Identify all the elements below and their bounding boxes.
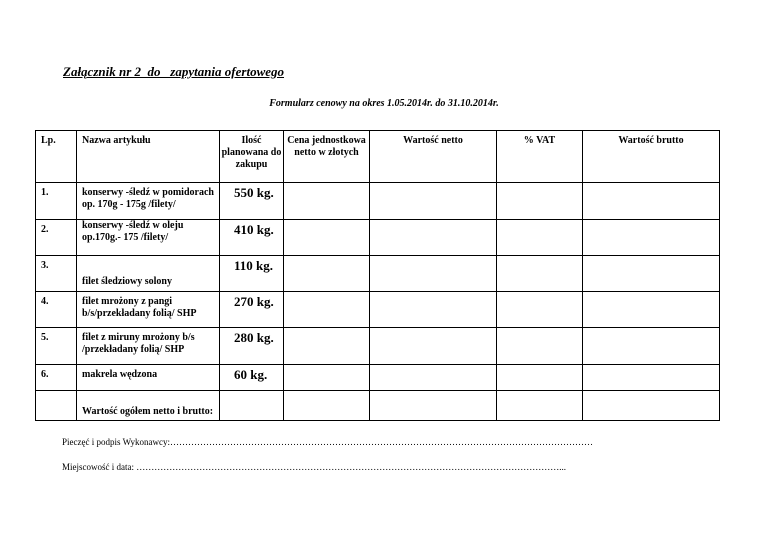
row-qty: 410 kg. <box>220 220 284 256</box>
row-unit-price-cell[interactable] <box>284 183 370 220</box>
row-net-value-cell[interactable] <box>370 365 497 391</box>
row-gross-value-cell[interactable] <box>583 256 720 292</box>
row-unit-price-cell[interactable] <box>284 328 370 365</box>
row-lp: 4. <box>36 292 77 328</box>
row-vat-cell[interactable] <box>497 292 583 328</box>
row-vat-cell[interactable] <box>497 328 583 365</box>
row-name: filet śledziowy solony <box>77 256 220 292</box>
header-gross-value: Wartość brutto <box>583 131 720 183</box>
row-net-value-cell[interactable] <box>370 328 497 365</box>
row-name: makrela wędzona <box>77 365 220 391</box>
header-qty: Ilość planowana do zakupu <box>220 131 284 183</box>
row-name: konserwy -śledź w oleju op.170g.- 175 /filety/ <box>77 220 220 256</box>
location-date-line: Miejscowość i data: ……………………………………………………………………………………………………………………………... <box>62 462 566 472</box>
row-vat-cell[interactable] <box>497 365 583 391</box>
row-unit-price-cell[interactable] <box>284 292 370 328</box>
total-vat-cell[interactable] <box>497 391 583 421</box>
row-unit-price-cell[interactable] <box>284 220 370 256</box>
row-lp: 6. <box>36 365 77 391</box>
document-title: Załącznik nr 2 do zapytania ofertowego <box>63 64 285 79</box>
total-row <box>36 391 720 421</box>
row-qty: 60 kg. <box>220 365 284 391</box>
header-unit-price: Cena jednostkowa netto w złotych <box>284 131 370 183</box>
row-name: konserwy -śledź w pomidorach op. 170g - 175g /filety/ <box>77 183 220 220</box>
header-vat: % VAT <box>497 131 583 183</box>
signature-line: Pieczęć i podpis Wykonawcy:…………………………………………………………………………………………………………………………… <box>62 437 594 447</box>
total-net-value-cell[interactable] <box>370 391 497 421</box>
price-form-table <box>35 130 720 421</box>
table-row <box>36 365 720 391</box>
table-row <box>36 256 720 292</box>
row-net-value-cell[interactable] <box>370 183 497 220</box>
total-label: Wartość ogółem netto i brutto: <box>77 391 220 421</box>
table-row <box>36 328 720 365</box>
header-lp: Lp. <box>36 131 77 183</box>
total-unit-price-cell <box>284 391 370 421</box>
total-gross-value-cell[interactable] <box>583 391 720 421</box>
row-net-value-cell[interactable] <box>370 220 497 256</box>
row-gross-value-cell[interactable] <box>583 220 720 256</box>
row-vat-cell[interactable] <box>497 183 583 220</box>
table-header-row <box>36 131 720 183</box>
row-name: filet mrożony z pangi b/s/przekładany folią/ SHP <box>77 292 220 328</box>
row-gross-value-cell[interactable] <box>583 183 720 220</box>
total-lp-cell <box>36 391 77 421</box>
row-unit-price-cell[interactable] <box>284 365 370 391</box>
row-lp: 5. <box>36 328 77 365</box>
header-net-value: Wartość netto <box>370 131 497 183</box>
row-gross-value-cell[interactable] <box>583 365 720 391</box>
row-gross-value-cell[interactable] <box>583 292 720 328</box>
row-qty: 270 kg. <box>220 292 284 328</box>
row-net-value-cell[interactable] <box>370 292 497 328</box>
row-qty: 280 kg. <box>220 328 284 365</box>
row-qty: 550 kg. <box>220 183 284 220</box>
row-name: filet z miruny mrożony b/s /przekładany folią/ SHP <box>77 328 220 365</box>
total-qty-cell <box>220 391 284 421</box>
table-row <box>36 220 720 256</box>
table-row <box>36 183 720 220</box>
table-row <box>36 292 720 328</box>
row-vat-cell[interactable] <box>497 256 583 292</box>
row-lp: 2. <box>36 220 77 256</box>
row-vat-cell[interactable] <box>497 220 583 256</box>
row-qty: 110 kg. <box>220 256 284 292</box>
row-lp: 1. <box>36 183 77 220</box>
row-unit-price-cell[interactable] <box>284 256 370 292</box>
row-gross-value-cell[interactable] <box>583 328 720 365</box>
document-subtitle: Formularz cenowy na okres 1.05.2014r. do 31.10.2014r. <box>269 98 499 109</box>
row-net-value-cell[interactable] <box>370 256 497 292</box>
row-lp: 3. <box>36 256 77 292</box>
header-name: Nazwa artykułu <box>77 131 220 183</box>
